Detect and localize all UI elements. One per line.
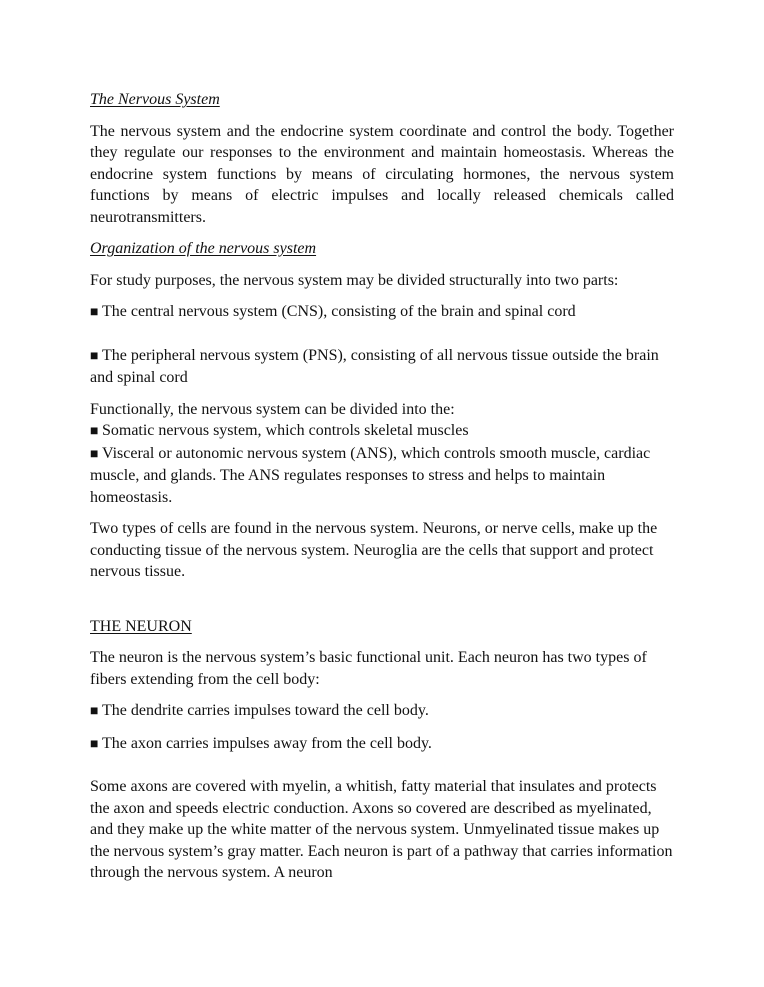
section-title-organization: Organization of the nervous system [90, 240, 317, 257]
paragraph-functional: Functionally, the nervous system can be divided into the: [90, 400, 455, 418]
paragraph-study-purposes: For study purposes, the nervous system may be divided structurally into two parts: [90, 271, 619, 289]
bullet-pns: ■ The peripheral nervous system (PNS), consisting of all nervous tissue outside the brain and spinal cord [90, 345, 674, 389]
bullet-visceral: ■ Visceral or autonomic nervous system (ANS), which controls smooth muscle, cardiac muscle, and glands. The ANS regulates responses to stress and helps to maintain homeostasis. [90, 443, 674, 509]
paragraph-intro: The nervous system and the endocrine system coordinate and control the body. Together they regulate our responses to the environment and maintain homeostasis. Whereas the endocrine system functions by means of circulating hormones, the nervous system functions by means of electric impulses and locally released chemicals called neurotransmitters. [90, 122, 674, 226]
section-title-nervous-system: The Nervous System [90, 91, 220, 108]
paragraph-neuron-intro: The neuron is the nervous system’s basic functional unit. Each neuron has two types of fibers extending from the cell body: [90, 649, 647, 688]
section-title-neuron: THE NEURON [90, 617, 192, 635]
bullet-cns: ■ The central nervous system (CNS), consisting of the brain and spinal cord [90, 301, 674, 324]
bullet-somatic: ■ Somatic nervous system, which controls skeletal muscles [90, 420, 674, 443]
document-page [90, 89, 674, 884]
bullet-axon: ■ The axon carries impulses away from the cell body. [90, 733, 674, 756]
paragraph-cell-types: Two types of cells are found in the nervous system. Neurons, or nerve cells, make up the conducting tissue of the nervous system. Neuroglia are the cells that support and protect nervous tissue. [90, 520, 658, 580]
bullet-dendrite: ■ The dendrite carries impulses toward the cell body. [90, 700, 674, 723]
paragraph-myelin: Some axons are covered with myelin, a whitish, fatty material that insulates and protects the axon and speeds electric conduction. Axons so covered are described as myelinated, and they make up the white matter of the nervous system. Unmyelinated tissue makes up the nervous system’s gray matter. Each neuron is part of a pathway that carries information through the nervous system. A neuron [90, 778, 673, 881]
